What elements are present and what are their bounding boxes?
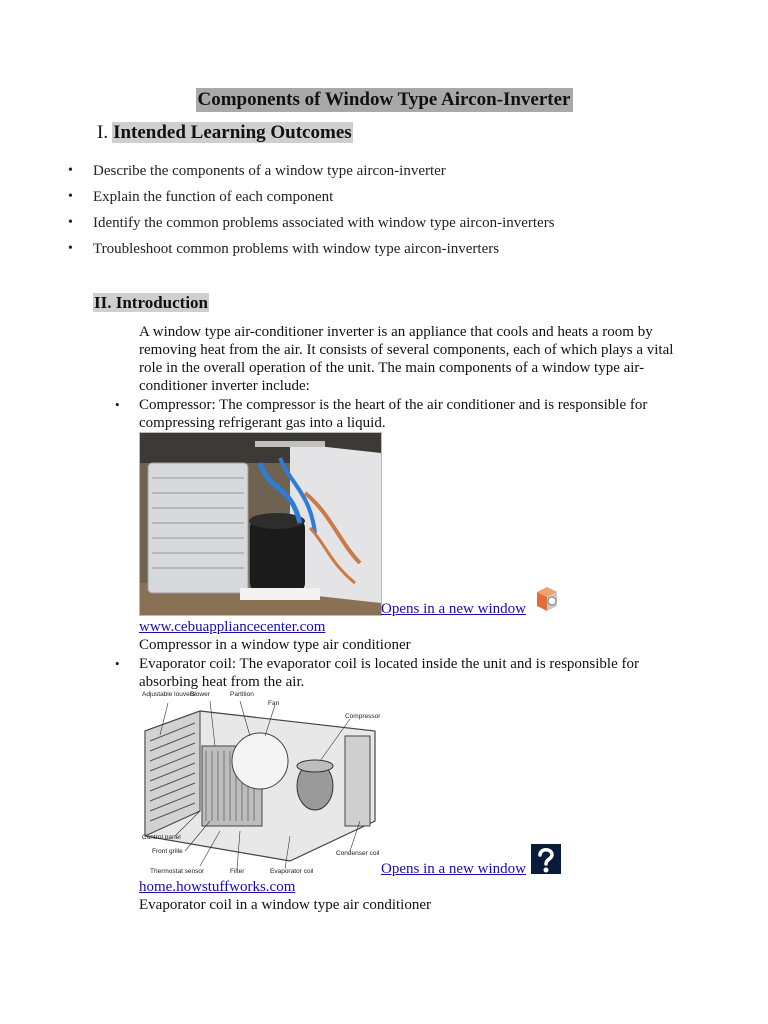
evaporator-diagram-svg <box>140 691 381 876</box>
label-thermostat-sensor: Thermostat sensor <box>150 868 205 875</box>
label-compressor: Compressor <box>345 713 381 720</box>
external-window-icon[interactable] <box>531 584 561 614</box>
external-window-icon-svg <box>531 584 561 614</box>
title-wrap <box>0 88 768 112</box>
bullet-icon: • <box>68 215 73 230</box>
label-condenser-coil: Condenser coil <box>336 850 380 857</box>
label-filter: Filter <box>230 868 245 875</box>
label-adjustable-louvers: Adjustable louvers <box>142 691 196 698</box>
image-caption: Evaporator coil in a window type air conditioner <box>139 897 431 913</box>
section-title: II. Introduction <box>94 293 208 312</box>
intro-paragraph: A window type air-conditioner inverter is an appliance that cools and heats a room by removing heat from the air. It consists of several components, each of which plays a vital role in the overall operation of the unit. The main components of a window type air-conditioner inverter include: <box>139 324 674 394</box>
evaporator-diagram[interactable] <box>139 690 382 877</box>
label-control-panel: Control panel <box>142 834 181 841</box>
component-bullet-evaporator <box>115 655 685 691</box>
list-item <box>68 186 688 212</box>
component-text: Evaporator coil: The evaporator coil is located inside the unit and is responsible for absorbing heat from the air. <box>139 656 639 690</box>
bullet-icon: • <box>115 397 120 412</box>
list-item-text: Identify the common problems associated with window type aircon-inverters <box>93 215 555 231</box>
source-link[interactable]: www.cebuappliancecenter.com <box>139 619 326 635</box>
bullet-icon: • <box>68 163 73 178</box>
question-mark-icon[interactable] <box>531 844 561 874</box>
list-item-text: Explain the function of each component <box>93 189 334 205</box>
list-item <box>68 212 688 238</box>
open-new-window-link[interactable]: Opens in a new window <box>381 861 526 877</box>
bullet-icon: • <box>115 656 120 671</box>
bullet-icon: • <box>68 241 73 256</box>
label-blower: Blower <box>190 691 210 698</box>
label-fan: Fan <box>268 700 280 707</box>
source-link[interactable]: home.howstuffworks.com <box>139 879 296 895</box>
question-mark-icon-svg <box>531 844 561 874</box>
section-heading-outcomes <box>97 122 353 144</box>
open-new-window-link[interactable]: Opens in a new window <box>381 601 526 617</box>
label-evaporator-coil: Evaporator coil <box>270 868 314 875</box>
section-number: I. <box>97 122 109 143</box>
list-item <box>68 238 688 264</box>
image-caption: Compressor in a window type air conditioner <box>139 637 411 653</box>
bullet-icon: • <box>68 189 73 204</box>
label-partition: Partition <box>230 691 254 698</box>
section-heading-introduction <box>93 293 209 313</box>
list-item-text: Describe the components of a window type aircon-inverter <box>93 163 446 179</box>
compressor-photo-svg <box>140 433 381 615</box>
compressor-photo[interactable] <box>139 432 382 616</box>
list-item <box>68 160 688 186</box>
component-bullet-compressor <box>115 396 685 432</box>
outcomes-list <box>68 160 688 264</box>
label-front-grille: Front grille <box>152 848 183 855</box>
section-title: Intended Learning Outcomes <box>113 122 352 143</box>
component-text: Compressor: The compressor is the heart of the air conditioner and is responsible for compressing refrigerant gas into a liquid. <box>139 397 648 431</box>
list-item-text: Troubleshoot common problems with window type aircon-inverters <box>93 241 500 257</box>
page-title: Components of Window Type Aircon-Inverter <box>197 89 571 110</box>
